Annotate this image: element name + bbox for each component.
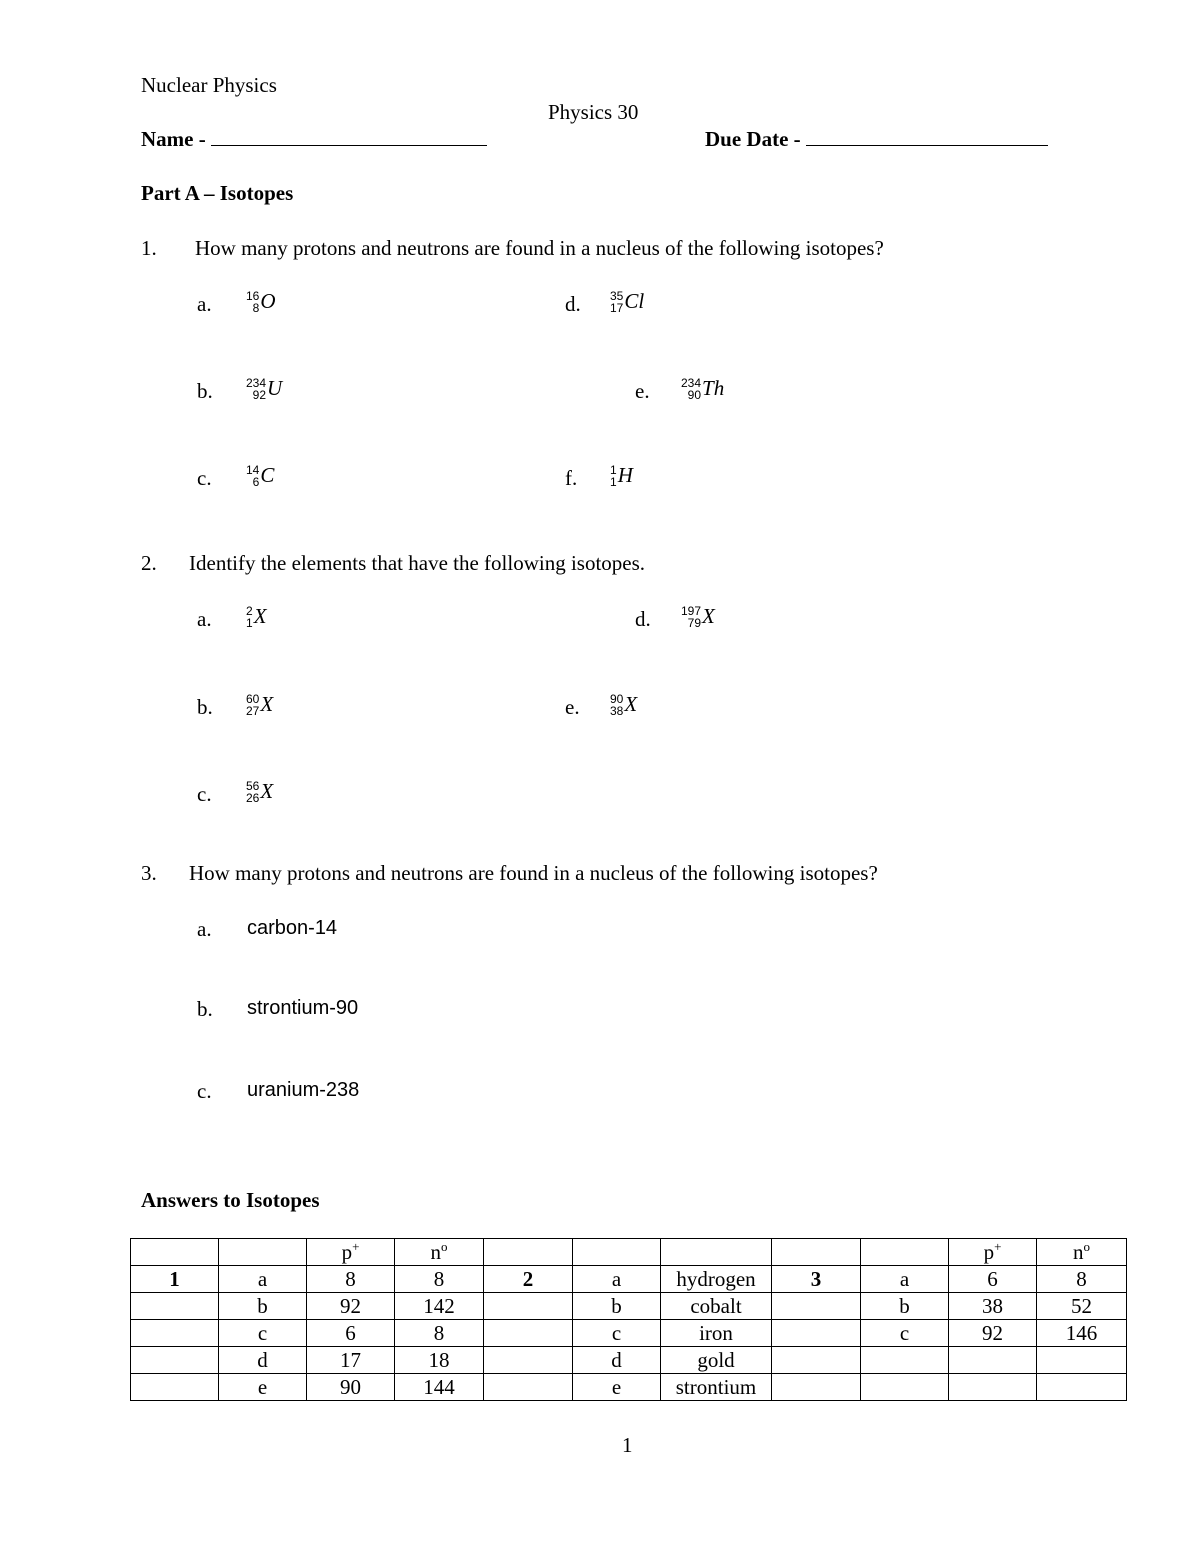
isotope-notation: 1 1 H	[610, 462, 633, 489]
table-cell: 6	[307, 1320, 395, 1347]
item-letter: d.	[565, 292, 581, 316]
q2-item	[565, 691, 638, 720]
table-cell: b	[573, 1293, 661, 1320]
table-cell: 52	[1037, 1293, 1127, 1320]
table-row	[131, 1374, 1127, 1401]
table-cell: c	[219, 1320, 307, 1347]
isotope-notation: 90 38 X	[610, 691, 638, 718]
answers-table	[130, 1238, 1127, 1401]
table-cell: a	[219, 1266, 307, 1293]
isotope-notation: 35 17 Cl	[610, 288, 645, 315]
course-title: Physics 30	[548, 100, 639, 124]
q2-item	[197, 603, 267, 632]
table-cell: b	[219, 1293, 307, 1320]
table-cell	[1037, 1374, 1127, 1401]
table-cell: 38	[949, 1293, 1037, 1320]
table-cell	[484, 1374, 573, 1401]
q1-item	[197, 375, 283, 404]
q3-item-letter: a.	[197, 917, 212, 941]
isotope-notation: 234 92 U	[246, 375, 283, 402]
table-cell	[772, 1320, 861, 1347]
table-header-cell	[772, 1239, 861, 1266]
table-header-cell: $n^o$	[395, 1239, 484, 1266]
table-cell: d	[573, 1347, 661, 1374]
table-cell	[131, 1320, 219, 1347]
table-cell: gold	[661, 1347, 772, 1374]
table-header-cell: p+	[949, 1239, 1037, 1266]
table-cell: iron	[661, 1320, 772, 1347]
isotope-notation: 2 1 X	[246, 603, 267, 630]
q3-number: 3.	[141, 861, 157, 885]
q3-item-text: carbon-14	[247, 917, 338, 939]
isotope-notation: 197 79 X	[681, 603, 715, 630]
table-header-cell	[573, 1239, 661, 1266]
q1-item	[197, 462, 275, 491]
answers-title: Answers to Isotopes	[141, 1188, 320, 1212]
table-cell: b	[861, 1293, 949, 1320]
table-header-cell	[661, 1239, 772, 1266]
isotope-notation: 56 26 X	[246, 778, 274, 805]
table-cell: c	[573, 1320, 661, 1347]
table-row	[131, 1266, 1127, 1293]
item-letter: b.	[197, 379, 213, 403]
table-row	[131, 1347, 1127, 1374]
due-date-blank[interactable]	[806, 127, 1048, 146]
table-cell: 92	[949, 1320, 1037, 1347]
table-cell	[484, 1347, 573, 1374]
q3-item-letter: c.	[197, 1079, 212, 1103]
table-header-cell	[484, 1239, 573, 1266]
table-cell: 142	[395, 1293, 484, 1320]
table-cell: 92	[307, 1293, 395, 1320]
table-cell: strontium	[661, 1374, 772, 1401]
item-letter: c.	[197, 466, 212, 490]
table-header-cell	[131, 1239, 219, 1266]
table-cell	[861, 1374, 949, 1401]
name-label: Name -	[141, 127, 206, 151]
table-cell: 146	[1037, 1320, 1127, 1347]
q3-text: How many protons and neutrons are found in a nucleus of the following isotopes?	[189, 861, 878, 885]
item-letter: d.	[635, 607, 651, 631]
q3-item-text: strontium-90	[247, 997, 359, 1019]
table-header-cell: p+	[307, 1239, 395, 1266]
q2-number: 2.	[141, 551, 157, 575]
table-cell: 8	[395, 1266, 484, 1293]
table-cell	[1037, 1347, 1127, 1374]
table-row	[131, 1320, 1127, 1347]
table-cell: 8	[395, 1320, 484, 1347]
q1-item	[635, 375, 725, 404]
table-cell: 8	[1037, 1266, 1127, 1293]
q2-item	[197, 691, 274, 720]
due-date-label: Due Date -	[705, 127, 801, 151]
q3-item-text: uranium-238	[247, 1079, 360, 1101]
table-cell: hydrogen	[661, 1266, 772, 1293]
item-letter: b.	[197, 695, 213, 719]
table-cell: c	[861, 1320, 949, 1347]
table-cell: 6	[949, 1266, 1037, 1293]
table-cell	[861, 1347, 949, 1374]
table-header-row	[131, 1239, 1127, 1266]
table-cell: a	[573, 1266, 661, 1293]
table-header-cell: $n^o$	[1037, 1239, 1127, 1266]
table-cell: 1	[131, 1266, 219, 1293]
table-cell	[949, 1347, 1037, 1374]
q3-item-letter: b.	[197, 997, 213, 1021]
table-cell: 17	[307, 1347, 395, 1374]
q2-item	[635, 603, 715, 632]
table-cell: a	[861, 1266, 949, 1293]
table-cell: 8	[307, 1266, 395, 1293]
table-cell: 18	[395, 1347, 484, 1374]
q1-text: How many protons and neutrons are found in a nucleus of the following isotopes?	[195, 236, 884, 260]
table-cell: cobalt	[661, 1293, 772, 1320]
table-cell: 90	[307, 1374, 395, 1401]
table-header-cell	[861, 1239, 949, 1266]
item-letter: a.	[197, 607, 212, 631]
table-cell	[484, 1320, 573, 1347]
isotope-notation: 16 8 O	[246, 288, 276, 315]
q1-item	[565, 288, 645, 317]
name-field	[141, 127, 487, 152]
table-cell	[949, 1374, 1037, 1401]
q1-number: 1.	[141, 236, 157, 260]
table-cell: 144	[395, 1374, 484, 1401]
q1-item	[197, 288, 276, 317]
table-cell: e	[573, 1374, 661, 1401]
item-letter: a.	[197, 292, 212, 316]
item-letter: e.	[635, 379, 650, 403]
item-letter: f.	[565, 466, 578, 490]
table-cell	[131, 1293, 219, 1320]
table-cell: 2	[484, 1266, 573, 1293]
table-cell	[772, 1374, 861, 1401]
isotope-notation: 60 27 X	[246, 691, 274, 718]
part-a-title: Part A – Isotopes	[141, 181, 294, 205]
table-header-cell	[219, 1239, 307, 1266]
item-letter: e.	[565, 695, 580, 719]
table-cell: d	[219, 1347, 307, 1374]
table-cell	[484, 1293, 573, 1320]
due-date-field	[705, 127, 1048, 152]
table-cell	[131, 1347, 219, 1374]
item-letter: c.	[197, 782, 212, 806]
table-cell: 3	[772, 1266, 861, 1293]
name-blank[interactable]	[211, 127, 487, 146]
table-cell	[772, 1293, 861, 1320]
q1-item	[565, 462, 633, 491]
table-cell	[772, 1347, 861, 1374]
isotope-notation: 234 90 Th	[681, 375, 725, 402]
q2-item	[197, 778, 274, 807]
q2-text: Identify the elements that have the following isotopes.	[189, 551, 646, 575]
unit-title: Nuclear Physics	[141, 73, 277, 97]
table-row	[131, 1293, 1127, 1320]
table-cell: e	[219, 1374, 307, 1401]
page-number: 1	[622, 1433, 633, 1457]
isotope-notation: 14 6 C	[246, 462, 275, 489]
table-cell	[131, 1374, 219, 1401]
